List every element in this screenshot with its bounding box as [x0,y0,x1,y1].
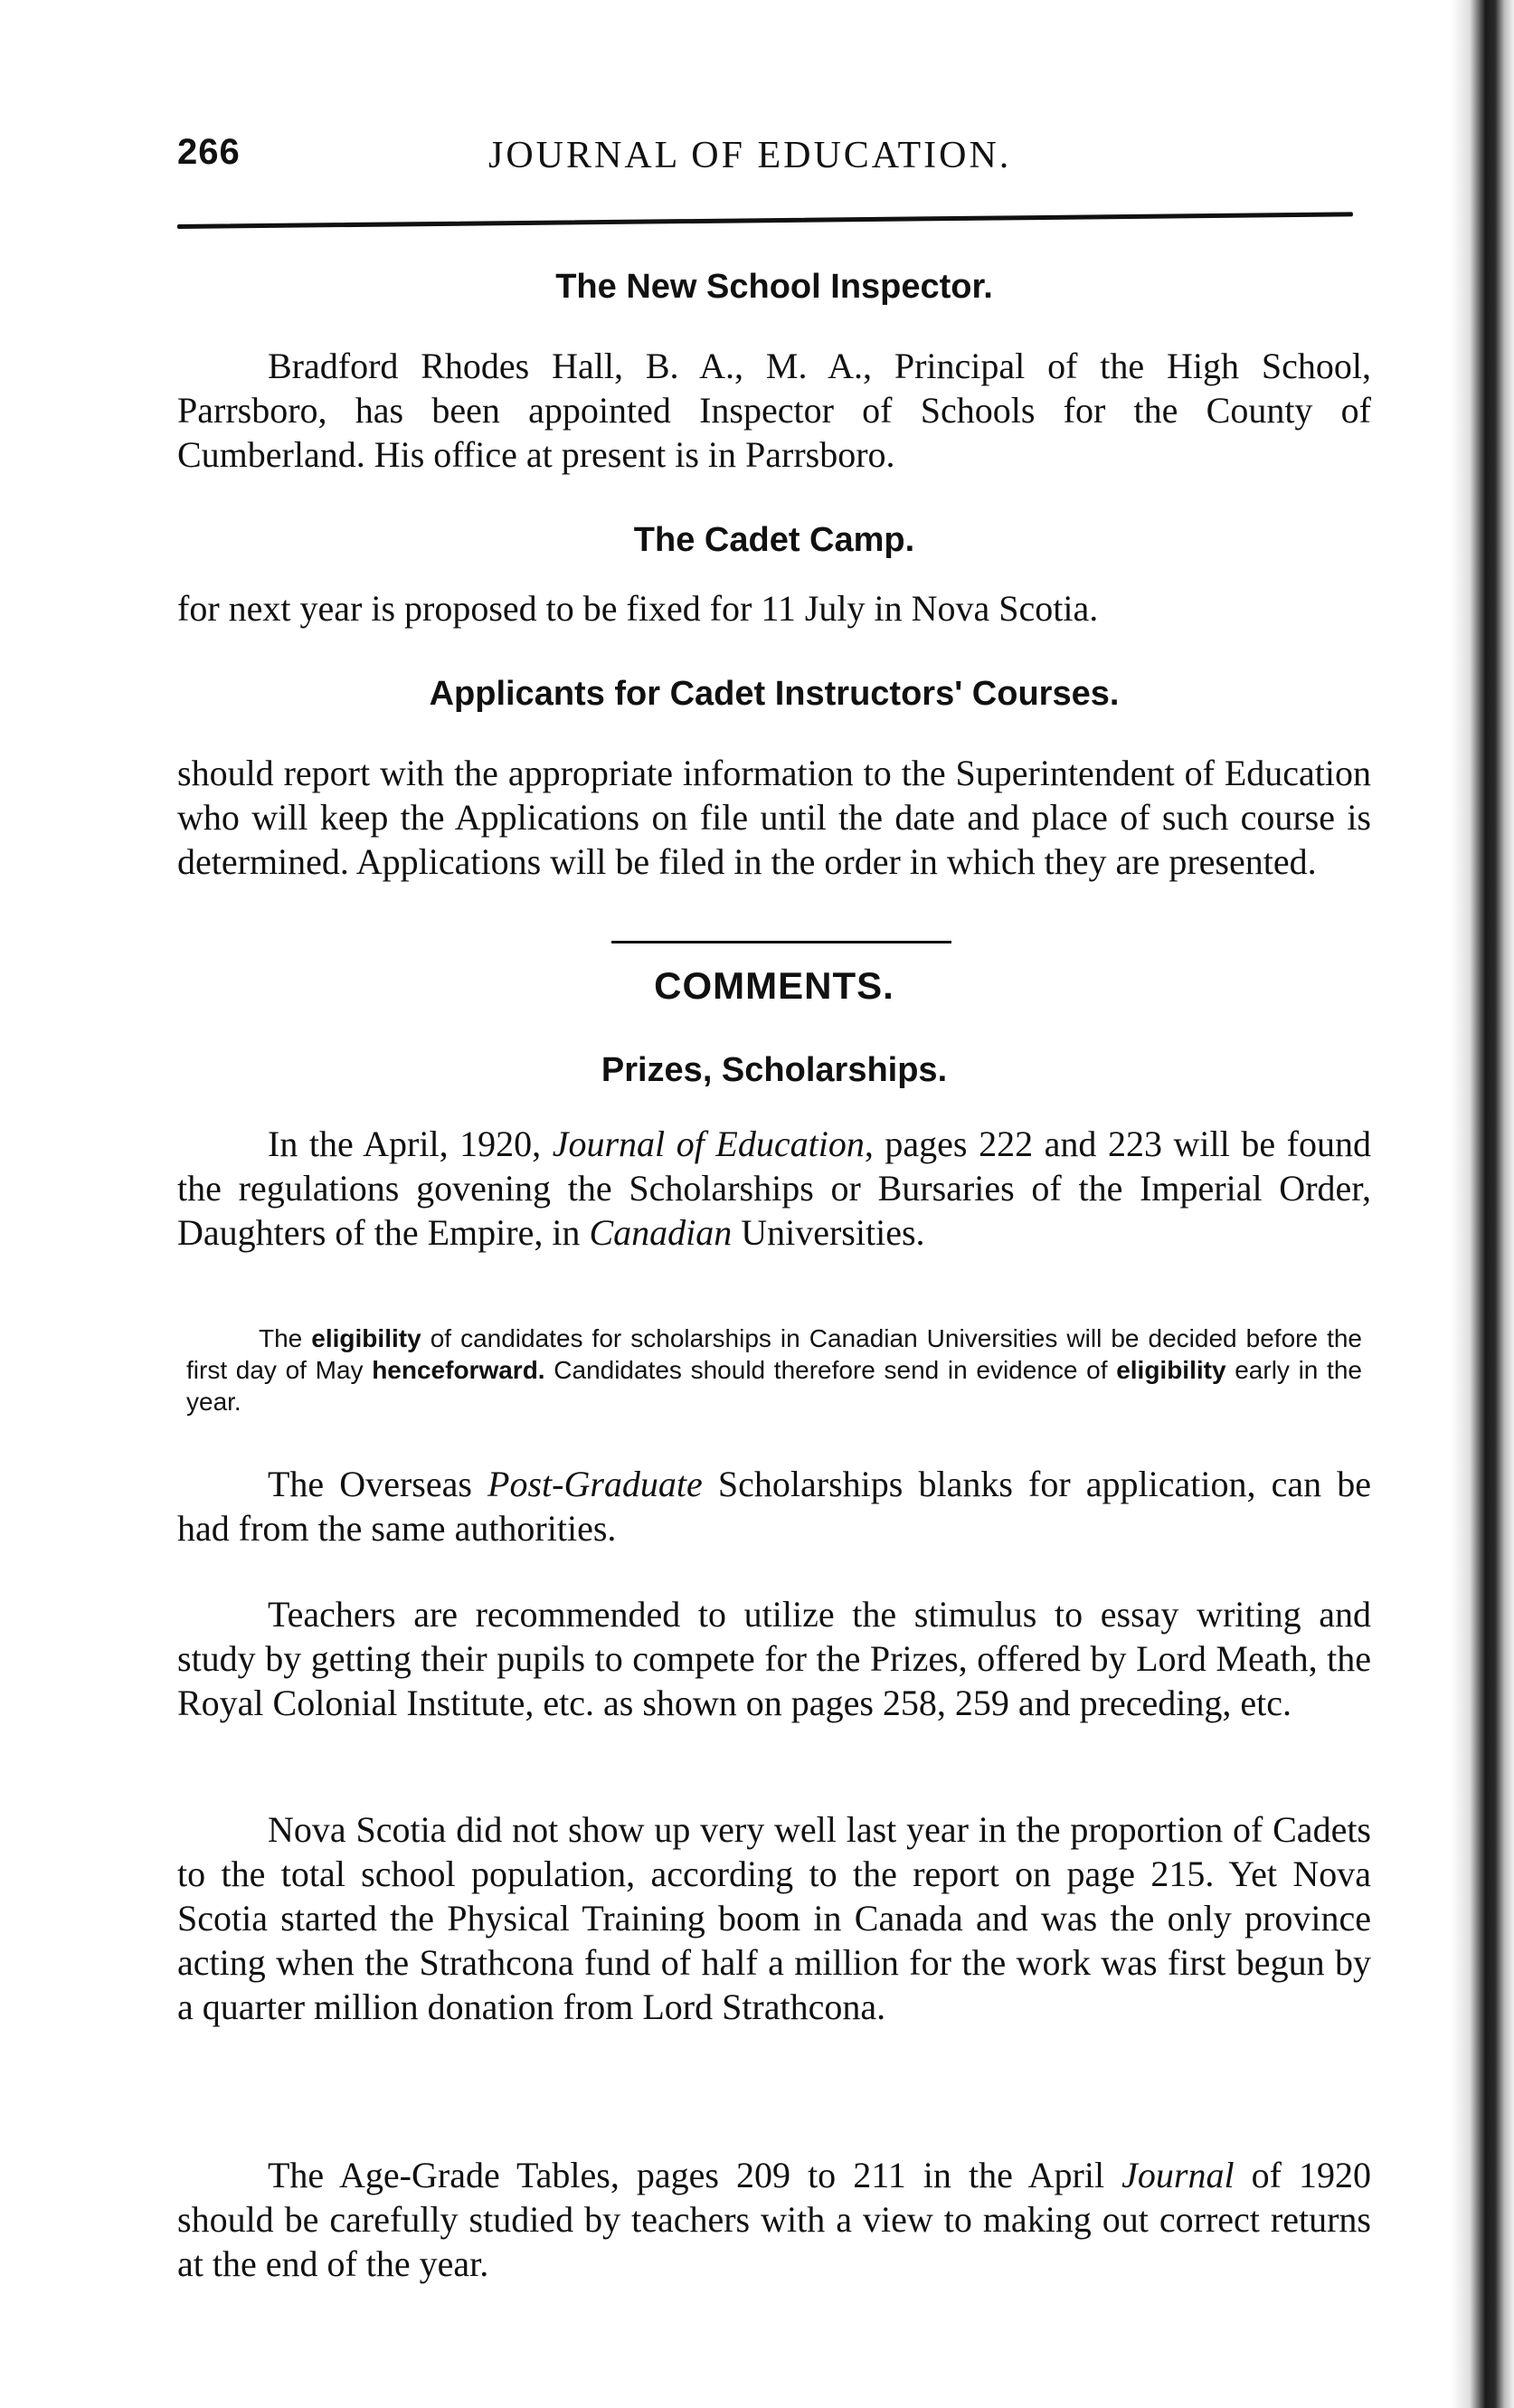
inspector-heading: The New School Inspector. [555,268,993,306]
page-binding-edge [1451,0,1514,2408]
running-head: JOURNAL OF EDUCATION. [488,135,1012,176]
eligibility-note [186,1323,1362,1417]
prizes-paragraph-3 [177,1592,1371,1725]
inspector-paragraph [177,344,1371,477]
note-text-a: The [259,1324,312,1352]
note-text-d: early in the year. [186,1356,1362,1416]
inspector-text: Bradford Rhodes Hall, B. A., M. A., Principal of the High School, Parrsboro, has been appointed Inspector of Schools for the County of Cumberland. His office at present is in Parrsboro. [177,346,1371,475]
cadet-camp-heading: The Cadet Camp. [633,521,915,559]
prizes-paragraph-2 [177,1462,1371,1550]
prizes-paragraph-5 [177,2153,1371,2286]
note-text-c: Candidates should therefore send in evidence of [544,1356,1117,1384]
note-eligibility-2: eligibility [1116,1356,1226,1384]
prizes-paragraph-4 [177,1807,1371,2029]
journal-title: Journal of Education [552,1123,865,1164]
prizes-p2-text-b: Scholarships blanks for application, can be had from the same authorities. [177,1464,1371,1549]
prizes-paragraph-1 [177,1122,1371,1255]
comments-heading: COMMENTS. [654,964,894,1007]
header-rule [177,212,1353,229]
prizes-p1-text-a: In the April, 1920, [268,1123,553,1164]
journal-word: Journal [1121,2155,1235,2195]
canadian-word: Canadian [589,1212,733,1253]
prizes-p5-text-a: The Age-Grade Tables, pages 209 to 211 in the April [268,2155,1122,2195]
note-eligibility: eligibility [311,1324,421,1352]
prizes-p1-text-b: , pages 222 and 223 will be found the regulations govening the Scholarships or Bursaries of the Imperial Order, Daughters of the Empire, in [177,1123,1371,1253]
applicants-paragraph: should report with the appropriate information to the Superintendent of Education who will keep the Applications on file until the date and place of such course is determined. Applications will be filed in the order in which they are presented. [177,753,1371,882]
section-divider [611,941,951,943]
note-henceforward: henceforward. [372,1356,545,1384]
page-number: 266 [177,132,241,172]
cadet-camp-paragraph: for next year is proposed to be fixed for 11 July in Nova Scotia. [177,588,1099,629]
note-text-b: of candidates for scholarships in Canadian Universities will be decided before the first day of May [186,1324,1362,1384]
prizes-p2-text-a: The Overseas [268,1464,488,1504]
prizes-p5-text-b: of 1920 should be carefully studied by teachers with a view to making out correct returns at the end of the year. [177,2155,1371,2284]
prizes-p3-text: Teachers are recommended to utilize the stimulus to essay writing and study by getting their pupils to compete for the Prizes, offered by Lord Meath, the Royal Colonial Institute, etc. as shown on pages 258, 259 and preceding, etc. [177,1594,1371,1723]
prizes-p4-text: Nova Scotia did not show up very well last year in the proportion of Cadets to the total school population, according to the report on page 215. Yet Nova Scotia started the Physical Training boom in Canada and was the only province acting when the Strathcona fund of half a million for the work was first begun by a quarter million donation from Lord Strathcona. [177,1809,1371,2027]
prizes-p1-text-c: Universities. [732,1212,925,1253]
post-graduate-word: Post-Graduate [487,1464,703,1504]
applicants-heading: Applicants for Cadet Instructors' Courses. [429,675,1120,713]
prizes-heading: Prizes, Scholarships. [601,1051,948,1089]
